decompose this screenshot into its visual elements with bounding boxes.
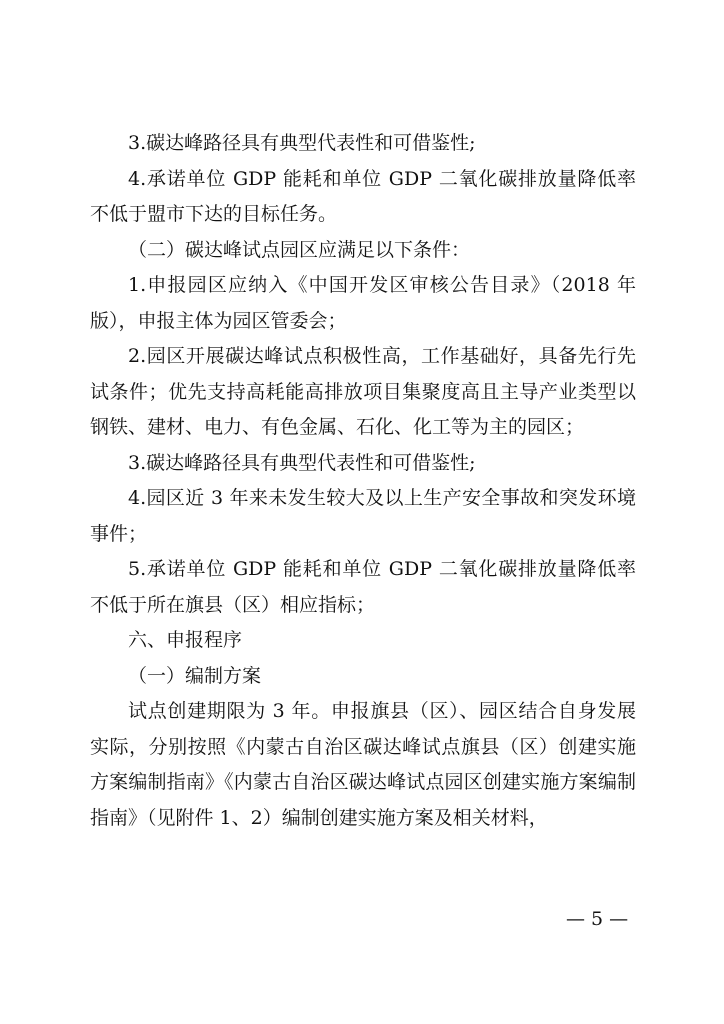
paragraph-criteria-4: 4.承诺单位 GDP 能耗和单位 GDP 二氧化碳排放量降低率不低于盟市下达的目标任务。 [90,167,636,225]
page-number: — 5 — [566,908,629,930]
section-heading-application-procedure: 六、申报程序 [128,629,243,651]
paragraph-park-criteria-4: 4.园区近 3 年来未发生较大及以上生产安全事故和突发环境事件； [90,487,636,545]
subsection-heading-prepare-plan: （一）编制方案 [128,664,262,687]
body-text [90,126,636,836]
paragraph-park-criteria-1: 1.申报园区应纳入《中国开发区审核公告目录》（2018 年版），申报主体为园区管委会； [90,274,636,332]
paragraph-plan-preparation: 试点创建期限为 3 年。申报旗县（区）、园区结合自身发展实际，分别按照《内蒙古自治区碳达峰试点旗县（区）创建实施方案编制指南》《内蒙古自治区碳达峰试点园区创建实施方案编制指南》（见附件 1、2）编制创建实施方案及相关材料， [90,700,636,829]
paragraph-park-criteria-5: 5.承诺单位 GDP 能耗和单位 GDP 二氧化碳排放量降低率不低于所在旗县（区）相应指标； [90,558,636,616]
paragraph-park-criteria-3: 3.碳达峰路径具有典型代表性和可借鉴性; [128,451,476,474]
paragraph-criteria-3: 3.碳达峰路径具有典型代表性和可借鉴性; [128,132,476,154]
paragraph-park-criteria-2: 2.园区开展碳达峰试点积极性高，工作基础好，具备先行先试条件；优先支持高耗能高排放项目集聚度高且主导产业类型以钢铁、建材、电力、有色金属、石化、化工等为主的园区； [90,345,636,438]
section-heading-park-conditions: （二）碳达峰试点园区应满足以下条件： [128,238,471,261]
